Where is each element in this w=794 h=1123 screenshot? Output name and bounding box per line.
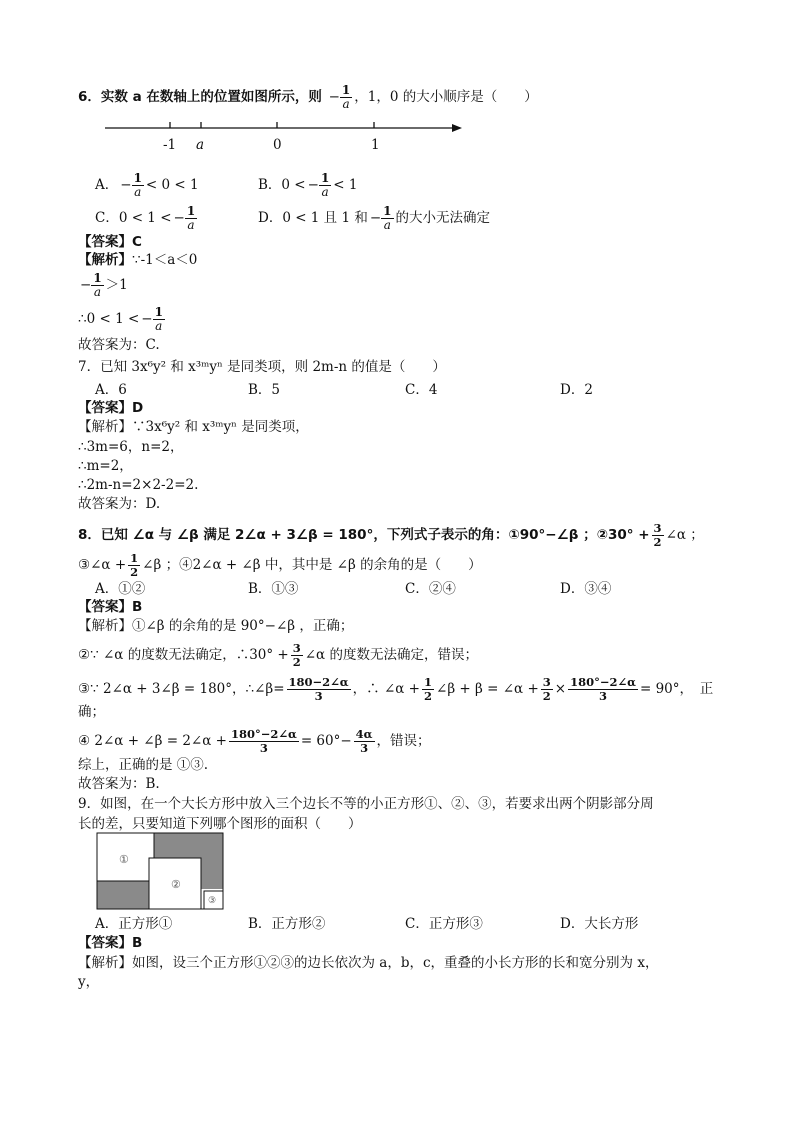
fig-label-3: ③ (208, 896, 217, 906)
q6-option-b: B．0 < − $\frac{1}{a}$ < 1 (258, 171, 358, 199)
q8-option-b: B．①③ (248, 581, 299, 597)
q6-answer: 【答案】C (78, 234, 142, 250)
q8-analysis-2: ②∵ ∠α 的度数无法确定，∴30° + $\frac{3}{2}$ ∠α 的度数无法确定，错误； (78, 641, 478, 669)
q7-analysis-3: ∴m=2， (78, 458, 133, 474)
q8-answer: 【答案】B (78, 599, 143, 615)
q7-analysis-1: 【解析】∵3x⁶y² 和 x³ᵐyⁿ 是同类项， (78, 419, 309, 435)
q6-analysis-3: ∴0 < 1 < − $\frac{1}{a}$ (78, 305, 163, 333)
q9-stem-line2: 长的差，只要知道下列哪个图形的面积（ ） (78, 816, 362, 832)
q9-answer: 【答案】B (78, 935, 143, 951)
axis-label-minus-one: -1 (163, 137, 177, 153)
q8-stem-line2: ③∠α + $\frac{1}{2}$ ∠β ；④2∠α + ∠β 中，其中是 ∠β 的余角的是（ ） (78, 551, 482, 579)
q8-option-a: A．①② (95, 581, 146, 597)
number-line (100, 116, 470, 156)
q8-stem-line1: 8．已知 ∠α 与 ∠β 满足 2∠α + 3∠β = 180°，下列式子表示的角：①90°−∠β ；②30° + $\frac{3}{2}$ ∠α ； (78, 521, 704, 549)
q8-summary: 综上，正确的是 ①③. (78, 757, 209, 773)
q6-option-d: D．0 < 1 且 1 和 − $\frac{1}{a}$ 的大小无法确定 (258, 204, 491, 232)
q9-figure (96, 832, 226, 912)
q6-option-a: A． − $\frac{1}{a}$ < 0 < 1 (95, 171, 199, 199)
q8-analysis-3: ③∵ 2∠α + 3∠β = 180°，∴∠β= $\frac{180-2\angle\alpha}{3}$ ，∴ ∠α + $\frac{1}{2}$ ∠β + β = ∠α + $\frac{3}{2}$ × $\frac{180^\circ-2\angle\alpha}{3}$ = 90°， 正 (78, 675, 714, 703)
q8-analysis-4: ④ 2∠α + ∠β = 2∠α + $\frac{180^\circ-2\angle\alpha}{3}$ = 60°− $\frac{4\alpha}{3}$ ，错误； (78, 727, 431, 755)
q8-analysis-1: 【解析】①∠β 的余角的是 90°−∠β ，正确； (78, 618, 354, 634)
q9-option-b: B．正方形② (248, 916, 326, 932)
q8-conclusion: 故答案为：B. (78, 776, 160, 792)
q8-option-d: D．③④ (560, 581, 612, 597)
q9-option-a: A．正方形① (95, 916, 173, 932)
q6-analysis-1: 【解析】∵-1＜a＜0 (78, 252, 198, 268)
q7-analysis-4: ∴2m-n=2×2-2=2. (78, 477, 199, 493)
q7-option-a: A．6 (95, 382, 127, 398)
q9-option-d: D．大长方形 (560, 916, 639, 932)
shaded-region-bottom-left (97, 881, 149, 909)
q9-stem-line1: 9．如图，在一个大长方形中放入三个边长不等的小正方形①、②、③，若要求出两个阴影部分周 (78, 796, 654, 812)
q8-analysis-3b: 确； (78, 704, 105, 720)
fraction-neg-1-over-a: − $\frac{1}{a}$ (328, 83, 351, 111)
q7-answer: 【答案】D (78, 400, 144, 416)
q9-analysis-1: 【解析】如图，设三个正方形①②③的边长依次为 a，b，c，重叠的小长方形的长和宽分别为 x， (78, 955, 659, 971)
q7-stem: 7．已知 3x⁶y² 和 x³ᵐyⁿ 是同类项，则 2m-n 的值是（ ） (78, 359, 446, 375)
q9-option-c: C．正方形③ (405, 916, 483, 932)
fig-label-1: ① (119, 853, 129, 866)
q9-analysis-2: y， (78, 974, 100, 990)
q7-analysis-2: ∴3m=6，n=2， (78, 439, 184, 455)
q7-conclusion: 故答案为：D. (78, 496, 161, 512)
axis-label-a: a (196, 137, 205, 153)
axis-label-one: 1 (371, 137, 380, 153)
q6-stem: 6．实数 a 在数轴上的位置如图所示，则 − $\frac{1}{a}$ ，1，0 的大小顺序是（ ） (78, 83, 538, 111)
axis-label-zero: 0 (273, 137, 282, 153)
q6-conclusion: 故答案为：C. (78, 337, 160, 353)
q8-option-c: C．②④ (405, 581, 456, 597)
q6-analysis-2: − $\frac{1}{a}$ ＞1 (80, 271, 128, 299)
q7-option-b: B．5 (248, 382, 281, 398)
q7-option-d: D．2 (560, 382, 593, 398)
q7-option-c: C．4 (405, 382, 438, 398)
fig-label-2: ② (171, 878, 181, 891)
q6-option-c: C．0 < 1 < − $\frac{1}{a}$ (95, 204, 196, 232)
